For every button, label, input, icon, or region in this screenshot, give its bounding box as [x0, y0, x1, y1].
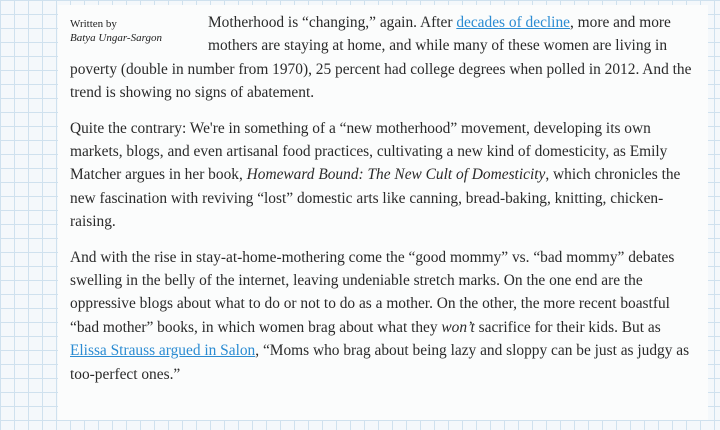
- p2-text-end: , which chronicles the new fascination with reviving “lost” domestic arts like canning, bread-baking, knitting, chicken-raising.: [70, 166, 681, 231]
- p3-text-middle: sacrifice for their kids. But as: [474, 318, 661, 336]
- salon-link[interactable]: Elissa Strauss argued in Salon: [70, 342, 256, 360]
- article-card: [58, 5, 708, 420]
- p3-text-start: And with the rise in stay-at-home-mothering come the “good mommy” vs. “bad mommy” debates swelling in the belly of the internet, leaving undeniable stretch marks. On the one end are the oppressive blogs about what to do or not to do as a mother. On the other, the more recent boastful “bad mother” books, in which women brag about what they: [70, 248, 675, 336]
- byline: [70, 17, 208, 45]
- paragraph-2: [70, 117, 699, 234]
- p2-text-start: Quite the contrary: We're in something of a “new motherhood” movement, developing its own markets, blogs, and even artisanal food practices, cultivating a new kind of domesticity, as Emily Matcher argues in her book,: [70, 119, 668, 184]
- decades-of-decline-link[interactable]: decades of decline: [456, 14, 570, 31]
- paragraph-3: [70, 246, 699, 386]
- byline-author: Batya Ungar-Sargon: [70, 32, 162, 44]
- p3-text-end: , “Moms who brag about being lazy and sloppy can be just as judgy as too-perfect ones.”: [70, 342, 690, 383]
- book-title: Homeward Bound: The New Cult of Domesticity: [246, 166, 546, 184]
- byline-label: Written by: [70, 18, 117, 30]
- p3-emphasis: won’t: [441, 318, 475, 336]
- p1-text-end: , more and more mothers are staying at home, and while many of these women are living in poverty (double in number from 1970), 25 percent had college degrees when polled in 2012. And the trend is showing no signs of abatement.: [70, 14, 692, 102]
- p1-text-start: Motherhood is “changing,” again. After: [208, 14, 457, 31]
